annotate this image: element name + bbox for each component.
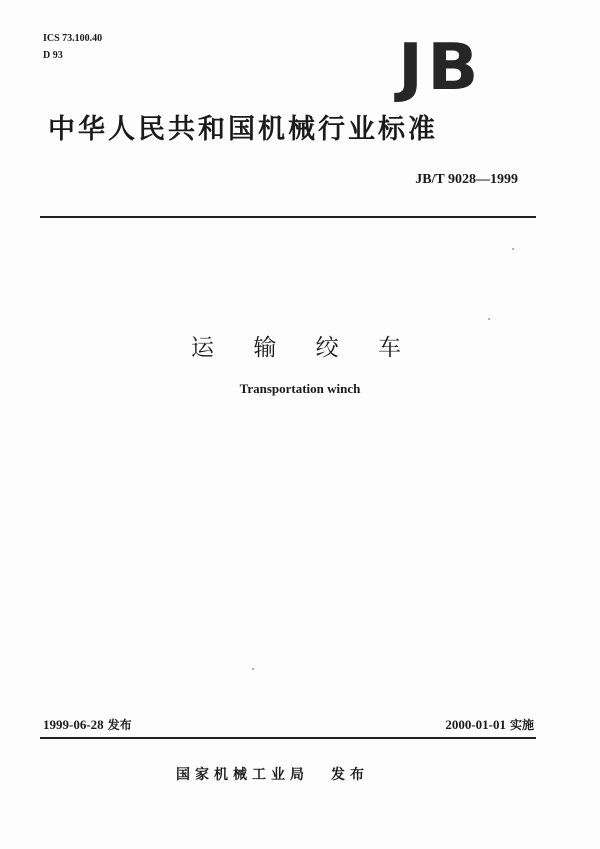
scan-speck bbox=[512, 248, 514, 250]
scan-speck bbox=[488, 318, 490, 320]
ccs-code: D 93 bbox=[43, 50, 63, 61]
implementation-date-line bbox=[445, 716, 534, 733]
scan-speck bbox=[252, 668, 254, 670]
standard-number: JB/T 9028—1999 bbox=[415, 172, 518, 187]
implementation-date: 2000-01-01 bbox=[445, 717, 506, 732]
top-divider bbox=[40, 216, 536, 218]
issuer-name: 国家机械工业局 bbox=[176, 767, 309, 783]
issue-label: 发布 bbox=[107, 718, 132, 732]
issuing-authority bbox=[176, 764, 369, 784]
issue-date: 1999-06-28 bbox=[43, 717, 104, 732]
bottom-divider bbox=[40, 737, 536, 739]
implementation-label: 实施 bbox=[509, 718, 534, 732]
issue-date-line bbox=[43, 716, 132, 733]
jb-logo: JB bbox=[398, 31, 483, 105]
document-title-chinese: 运 输 绞 车 bbox=[191, 335, 417, 361]
issuer-verb: 发布 bbox=[331, 767, 369, 783]
standard-category-title: 中华人民共和国机械行业标准 bbox=[48, 114, 438, 145]
ics-code: ICS 73.100.40 bbox=[43, 33, 103, 44]
classification-codes bbox=[43, 30, 102, 64]
document-title-english: Transportation winch bbox=[239, 381, 361, 396]
